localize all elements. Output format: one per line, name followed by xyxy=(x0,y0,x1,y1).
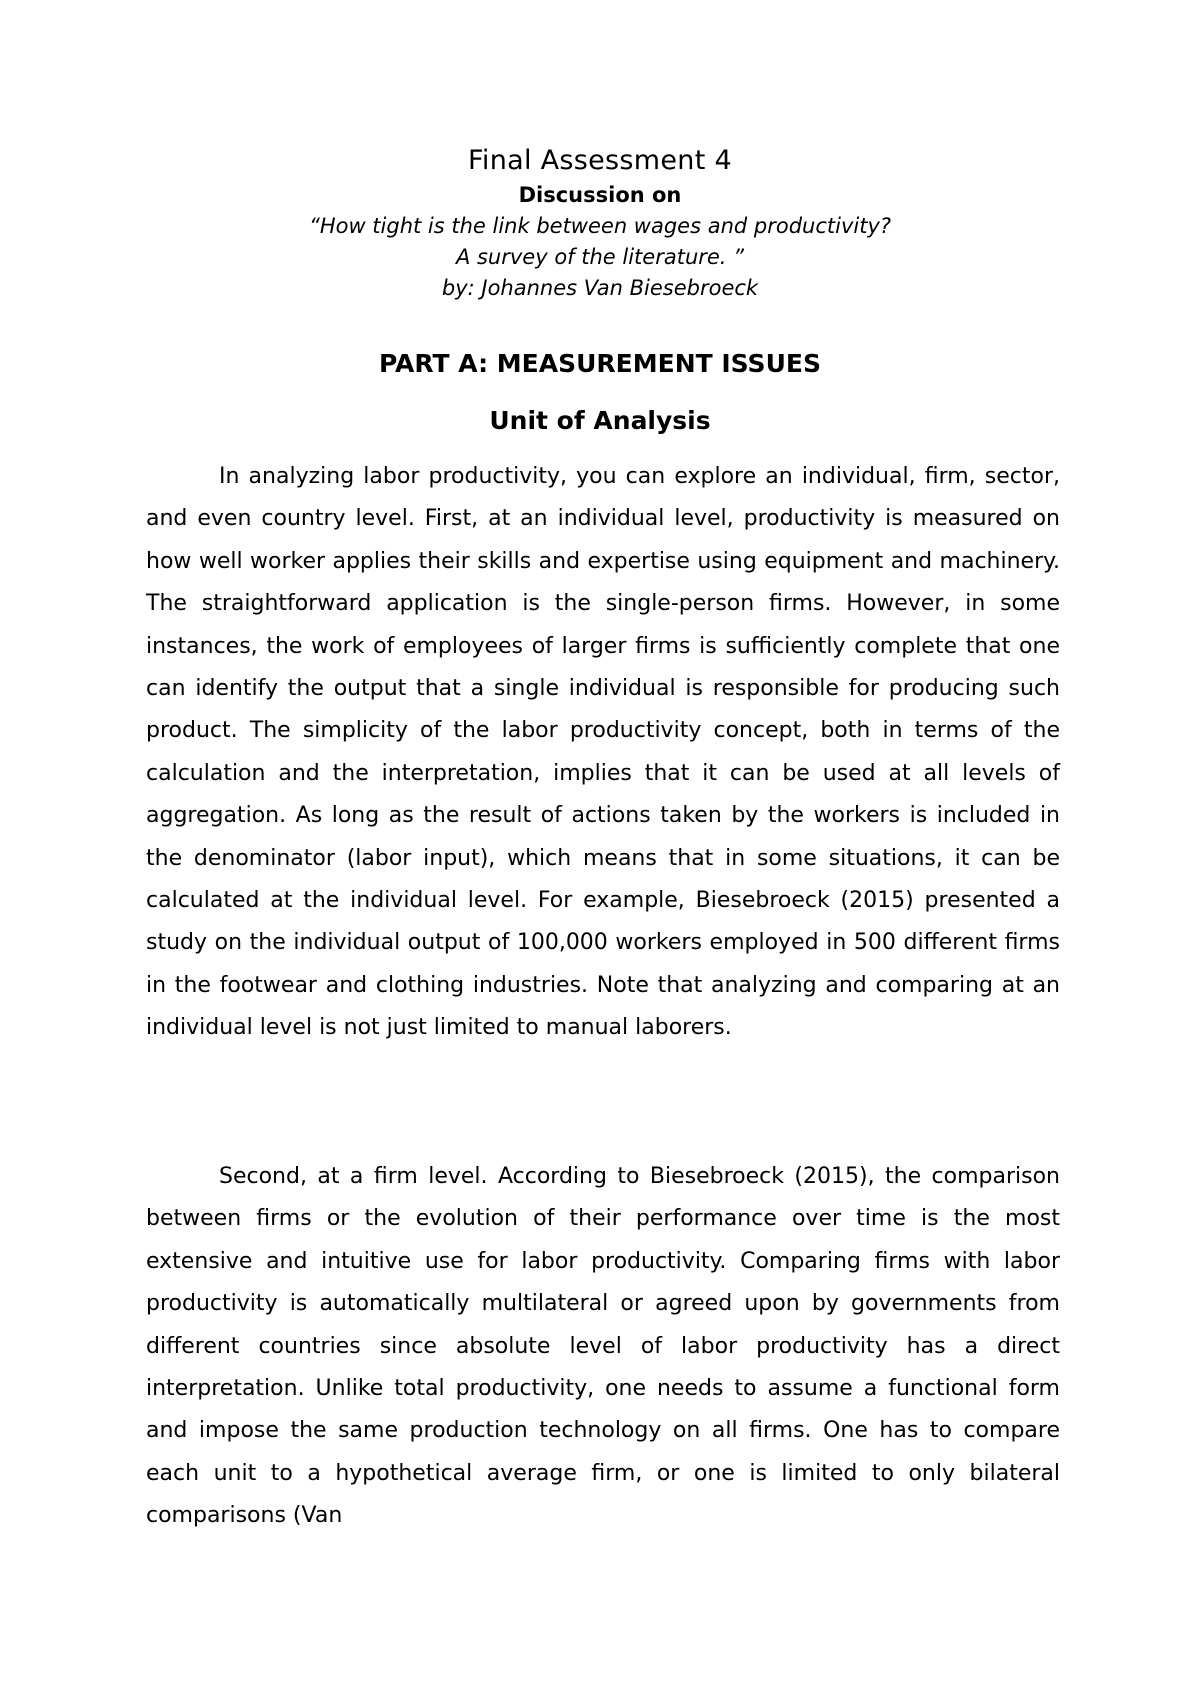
part-heading: PART A: MEASUREMENT ISSUES xyxy=(379,349,821,378)
author-line: by: Johannes Van Biesebroeck xyxy=(441,276,759,300)
body-paragraph: Second, at a firm level. According to Biesebroeck (2015), the comparison between firms or the evolution of their performance over time is the most extensive and intuitive use for labor productivity. Comparing firms with labor productivity is automatically multilateral or agreed upon by governments from different countries since absolute level of labor productivity has a direct interpretation. Unlike total productivity, one needs to assume a functional form and impose the same production technology on all firms. One has to compare each unit to a hypothetical average firm, or one is limited to only bilateral comparisons (Van xyxy=(146,1164,1060,1529)
document-subtitle: Discussion on xyxy=(518,183,682,207)
title-block xyxy=(0,143,1200,304)
quoted-title-line-2: A survey of the literature. ” xyxy=(455,245,745,269)
body-paragraph: In analyzing labor productivity, you can explore an individual, firm, sector, and even country level. First, at an individual level, productivity is measured on how well worker applies their skills and expertise using equipment and machinery. The straightforward application is the single-person firms. However, in some instances, the work of employees of larger firms is sufficiently complete that one can identify the output that a single individual is responsible for producing such product. The simplicity of the labor productivity concept, both in terms of the calculation and the interpretation, implies that it can be used at all levels of aggregation. As long as the result of actions taken by the workers is included in the denominator (labor input), which means that in some situations, it can be calculated at the individual level. For example, Biesebroeck (2015) presented a study on the individual output of 100,000 workers employed in 500 different firms in the footwear and clothing industries. Note that analyzing and comparing at an individual level is not just limited to manual laborers. xyxy=(146,464,1060,1041)
section-heading: Unit of Analysis xyxy=(489,406,711,435)
quoted-title-line-1: “How tight is the link between wages and productivity? xyxy=(308,214,892,238)
document-title: Final Assessment 4 xyxy=(468,145,732,176)
